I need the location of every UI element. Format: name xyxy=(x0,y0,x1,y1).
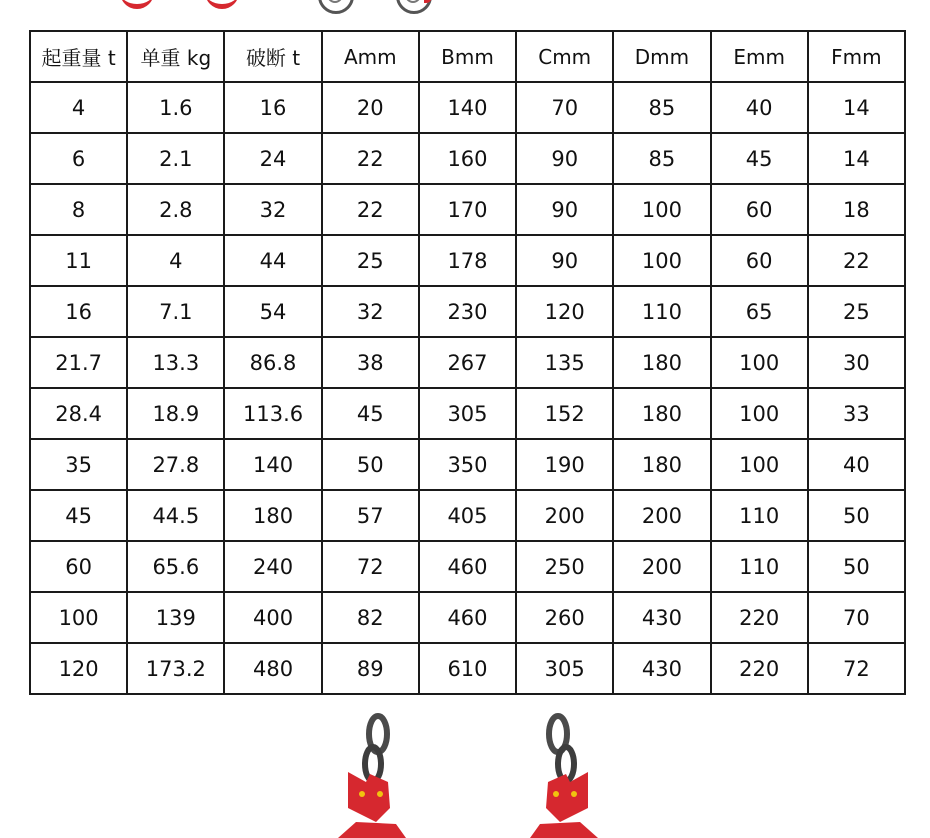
table-cell: 50 xyxy=(322,439,419,490)
table-cell: 60 xyxy=(711,184,808,235)
table-cell: 57 xyxy=(322,490,419,541)
table-cell: 65 xyxy=(711,286,808,337)
table-row xyxy=(30,541,905,592)
table-cell: 200 xyxy=(613,541,710,592)
table-cell: 60 xyxy=(30,541,127,592)
table-cell: 70 xyxy=(808,592,905,643)
table-cell: 7.1 xyxy=(127,286,224,337)
table-cell: 220 xyxy=(711,643,808,694)
table-cell: 178 xyxy=(419,235,516,286)
table-cell: 90 xyxy=(516,133,613,184)
table-cell: 90 xyxy=(516,235,613,286)
col-header-a: Amm xyxy=(322,31,419,82)
table-cell: 200 xyxy=(613,490,710,541)
table-row xyxy=(30,337,905,388)
col-header-breaking-load: 破断 t xyxy=(224,31,321,82)
table-cell: 2.8 xyxy=(127,184,224,235)
table-cell: 110 xyxy=(711,541,808,592)
table-row xyxy=(30,439,905,490)
table-cell: 60 xyxy=(711,235,808,286)
table-row xyxy=(30,184,905,235)
table-cell: 240 xyxy=(224,541,321,592)
col-header-c: Cmm xyxy=(516,31,613,82)
table-cell: 350 xyxy=(419,439,516,490)
table-cell: 400 xyxy=(224,592,321,643)
table-cell: 220 xyxy=(711,592,808,643)
table-cell: 89 xyxy=(322,643,419,694)
table-cell: 54 xyxy=(224,286,321,337)
table-cell: 72 xyxy=(322,541,419,592)
table-cell: 610 xyxy=(419,643,516,694)
table-cell: 139 xyxy=(127,592,224,643)
table-cell: 22 xyxy=(322,184,419,235)
table-cell: 40 xyxy=(711,82,808,133)
spec-table-body xyxy=(30,82,905,694)
table-cell: 50 xyxy=(808,490,905,541)
table-cell: 170 xyxy=(419,184,516,235)
table-cell: 190 xyxy=(516,439,613,490)
table-cell: 82 xyxy=(322,592,419,643)
table-cell: 18 xyxy=(808,184,905,235)
table-cell: 100 xyxy=(711,439,808,490)
table-cell: 120 xyxy=(516,286,613,337)
table-cell: 305 xyxy=(419,388,516,439)
table-cell: 14 xyxy=(808,133,905,184)
table-cell: 11 xyxy=(30,235,127,286)
col-header-weight: 单重 kg xyxy=(127,31,224,82)
table-cell: 14 xyxy=(808,82,905,133)
table-cell: 230 xyxy=(419,286,516,337)
col-header-d: Dmm xyxy=(613,31,710,82)
table-cell: 180 xyxy=(613,337,710,388)
table-cell: 25 xyxy=(808,286,905,337)
table-cell: 70 xyxy=(516,82,613,133)
table-cell: 1.6 xyxy=(127,82,224,133)
table-cell: 152 xyxy=(516,388,613,439)
table-cell: 100 xyxy=(613,184,710,235)
chain-ring-icon xyxy=(318,0,354,14)
table-cell: 100 xyxy=(30,592,127,643)
table-cell: 28.4 xyxy=(30,388,127,439)
table-row xyxy=(30,643,905,694)
table-cell: 4 xyxy=(30,82,127,133)
table-cell: 140 xyxy=(224,439,321,490)
table-cell: 33 xyxy=(808,388,905,439)
table-cell: 430 xyxy=(613,643,710,694)
table-cell: 24 xyxy=(224,133,321,184)
table-cell: 45 xyxy=(711,133,808,184)
chain-hook-illustration-icon xyxy=(318,712,418,838)
table-cell: 90 xyxy=(516,184,613,235)
table-cell: 180 xyxy=(224,490,321,541)
table-cell: 40 xyxy=(808,439,905,490)
table-cell: 27.8 xyxy=(127,439,224,490)
col-header-b: Bmm xyxy=(419,31,516,82)
table-header-row xyxy=(30,31,905,82)
table-cell: 8 xyxy=(30,184,127,235)
table-cell: 32 xyxy=(322,286,419,337)
table-cell: 100 xyxy=(711,337,808,388)
red-hook-fragment-icon xyxy=(205,0,239,9)
table-cell: 30 xyxy=(808,337,905,388)
col-header-capacity: 起重量 t xyxy=(30,31,127,82)
table-cell: 267 xyxy=(419,337,516,388)
table-cell: 6 xyxy=(30,133,127,184)
table-cell: 113.6 xyxy=(224,388,321,439)
table-row xyxy=(30,592,905,643)
table-cell: 250 xyxy=(516,541,613,592)
chain-hook-illustration-icon xyxy=(518,712,618,838)
table-cell: 2.1 xyxy=(127,133,224,184)
top-illustration-strip xyxy=(0,0,930,14)
table-cell: 22 xyxy=(808,235,905,286)
table-cell: 460 xyxy=(419,541,516,592)
spec-table xyxy=(29,30,906,695)
table-cell: 260 xyxy=(516,592,613,643)
table-cell: 180 xyxy=(613,439,710,490)
chain-ring-icon xyxy=(396,0,432,14)
table-cell: 460 xyxy=(419,592,516,643)
table-row xyxy=(30,133,905,184)
table-cell: 100 xyxy=(613,235,710,286)
table-cell: 21.7 xyxy=(30,337,127,388)
table-cell: 480 xyxy=(224,643,321,694)
table-cell: 50 xyxy=(808,541,905,592)
table-cell: 180 xyxy=(613,388,710,439)
table-cell: 305 xyxy=(516,643,613,694)
table-cell: 110 xyxy=(613,286,710,337)
table-cell: 405 xyxy=(419,490,516,541)
table-cell: 16 xyxy=(30,286,127,337)
table-cell: 35 xyxy=(30,439,127,490)
table-row xyxy=(30,235,905,286)
table-cell: 72 xyxy=(808,643,905,694)
table-cell: 38 xyxy=(322,337,419,388)
table-cell: 13.3 xyxy=(127,337,224,388)
table-cell: 173.2 xyxy=(127,643,224,694)
table-cell: 100 xyxy=(711,388,808,439)
table-cell: 135 xyxy=(516,337,613,388)
table-cell: 86.8 xyxy=(224,337,321,388)
table-row xyxy=(30,490,905,541)
col-header-e: Emm xyxy=(711,31,808,82)
table-cell: 44 xyxy=(224,235,321,286)
table-cell: 16 xyxy=(224,82,321,133)
red-hook-fragment-icon xyxy=(120,0,154,9)
table-cell: 45 xyxy=(322,388,419,439)
table-cell: 18.9 xyxy=(127,388,224,439)
table-cell: 110 xyxy=(711,490,808,541)
table-cell: 160 xyxy=(419,133,516,184)
table-cell: 45 xyxy=(30,490,127,541)
table-cell: 65.6 xyxy=(127,541,224,592)
table-cell: 430 xyxy=(613,592,710,643)
table-row xyxy=(30,82,905,133)
table-cell: 85 xyxy=(613,82,710,133)
table-cell: 85 xyxy=(613,133,710,184)
table-cell: 32 xyxy=(224,184,321,235)
table-cell: 200 xyxy=(516,490,613,541)
table-row xyxy=(30,286,905,337)
table-cell: 140 xyxy=(419,82,516,133)
table-cell: 20 xyxy=(322,82,419,133)
table-cell: 25 xyxy=(322,235,419,286)
table-cell: 120 xyxy=(30,643,127,694)
table-cell: 44.5 xyxy=(127,490,224,541)
col-header-f: Fmm xyxy=(808,31,905,82)
table-cell: 22 xyxy=(322,133,419,184)
table-cell: 4 xyxy=(127,235,224,286)
table-row xyxy=(30,388,905,439)
